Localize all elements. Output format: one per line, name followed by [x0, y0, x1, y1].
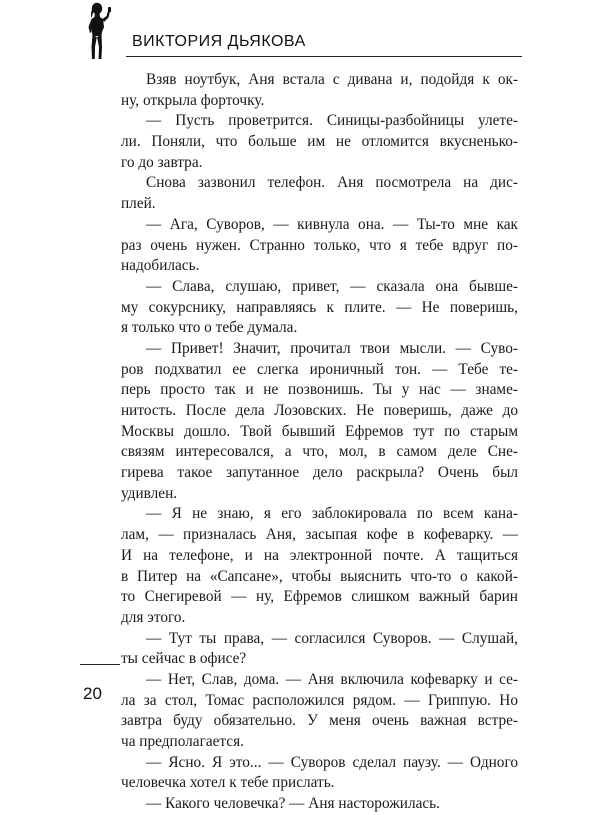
text-line: му сокурснику, направляясь к плите. — Не поверишь, — [121, 298, 518, 316]
text-line: удивлен. — [121, 484, 178, 502]
text-line: — Ясно. Я это... — Суворов сделал паузу. — Одного — [146, 753, 518, 771]
text-line: — Привет! Значит, прочитал твои мысли. — Суво- — [146, 339, 518, 357]
text-line: — Пусть проветрится. Синицы-разбойницы улете- — [146, 112, 518, 130]
header-rule — [126, 56, 522, 57]
text-line: ров подхватил ее слегка ироничный тон. — Тебе те- — [121, 360, 518, 378]
text-line: надобилась. — [121, 257, 200, 275]
footer-rule — [80, 664, 120, 665]
text-line: Снова зазвонил телефон. Аня посмотрела на дис- — [146, 174, 518, 192]
text-line: нитость. После дела Лозовских. Не поверишь, даже до — [121, 402, 518, 419]
text-line: перь просто так и не позвонишь. Ты у нас — знаме- — [121, 381, 518, 399]
text-line: лам, — призналась Аня, засыпая кофе в кофеварку. — — [121, 526, 518, 544]
text-line: — Я не знаю, я его заблокировала по всем кана- — [146, 505, 518, 523]
text-line: И на телефоне, и на электронной почте. А тащиться — [121, 546, 518, 564]
text-line: ты сейчас в офисе? — [121, 650, 247, 668]
text-line: в Питер на «Сапсане», чтобы выяснить что-то о какой- — [121, 567, 518, 585]
text-line: завтра буду обязательно. У меня очень важная встре- — [121, 712, 518, 730]
text-line: Москвы дошло. Твой бывший Ефремов тут по старым — [121, 422, 518, 440]
body-text — [121, 70, 518, 815]
text-line: — Слава, слушаю, привет, — сказала она бывше- — [146, 277, 518, 295]
text-line: раз очень нужен. Странно только, что я тебе вдруг по- — [121, 236, 518, 254]
text-line: — Ага, Суворов, — кивнула она. — Ты-то мне как — [146, 215, 518, 233]
text-line: ча предполагается. — [121, 733, 244, 750]
text-line: плей. — [121, 195, 156, 213]
text-line: — Нет, Слав, дома. — Аня включила кофеварку и се- — [146, 670, 518, 688]
text-line: го до завтра. — [121, 153, 203, 171]
page-header — [0, 0, 600, 70]
text-line: ли. Поняли, что больше им не отломится вкусненько- — [121, 133, 518, 151]
text-line: ла за стол, Томас расположился рядом. — Гриппую. Но — [121, 691, 518, 709]
text-line: я только что о тебе думала. — [121, 319, 298, 337]
text-line: то Снегиревой — ну, Ефремов слишком важный барин — [121, 588, 518, 606]
text-line: человечка хотел к тебе прислать. — [121, 774, 335, 792]
text-line: связям интересовался, а что, мол, в самом деле Сне- — [121, 443, 518, 461]
text-line: — Какого человечка? — Аня насторожилась. — [146, 795, 440, 813]
page-number: 20 — [83, 684, 102, 703]
text-line: — Тут ты права, — согласился Суворов. — Слушай, — [146, 629, 518, 647]
text-line: гирева такое запутанное дело раскрыла? Очень был — [121, 464, 518, 482]
text-line: для этого. — [121, 608, 186, 626]
text-line: Взяв ноутбук, Аня встала с дивана и, подойдя к ок- — [146, 71, 518, 88]
author-name: ВИКТОРИЯ ДЬЯКОВА — [132, 33, 306, 50]
woman-silhouette-icon — [80, 2, 114, 60]
text-line: ну, открыла форточку. — [121, 91, 265, 109]
